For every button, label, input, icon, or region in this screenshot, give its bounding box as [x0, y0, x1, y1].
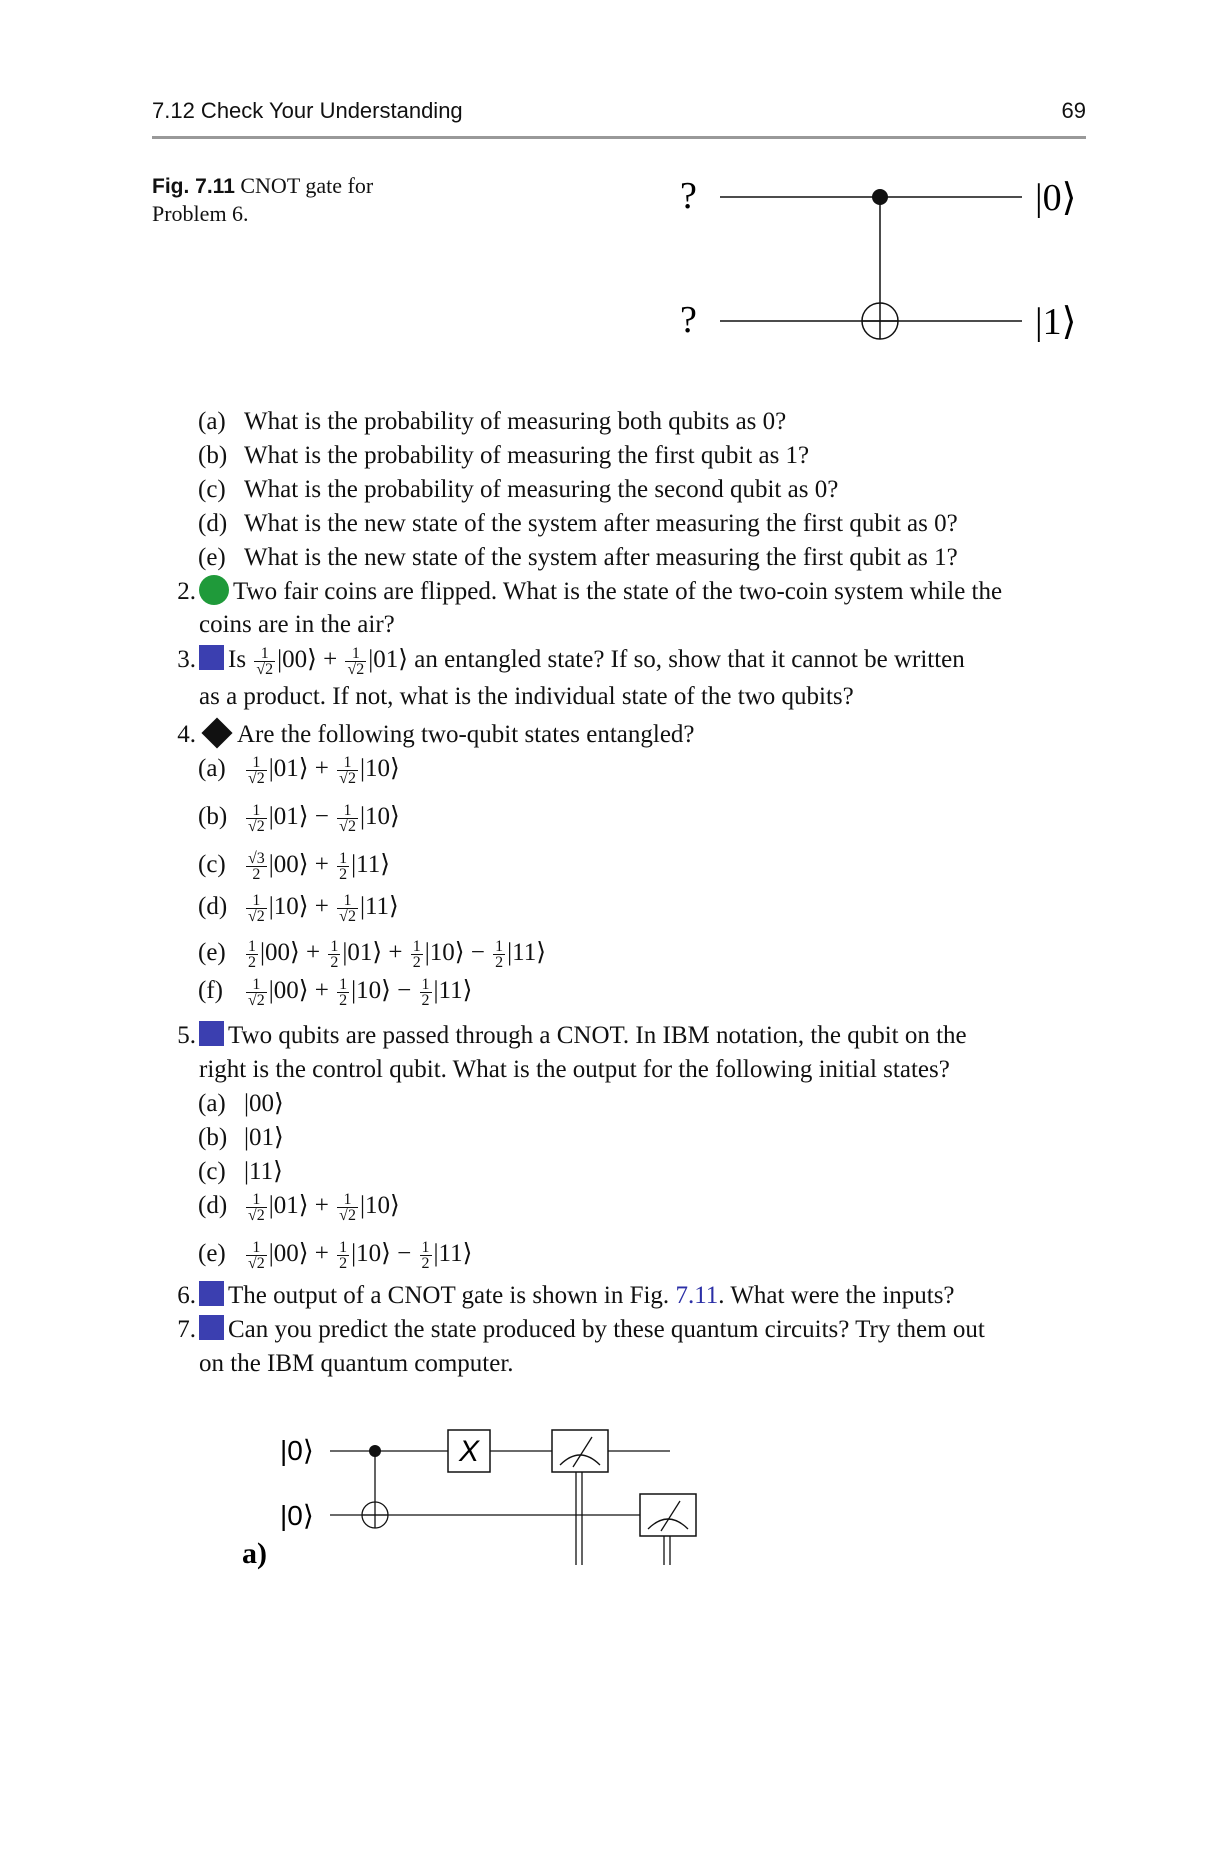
list-item: (e) $\frac{1}{√2}$ |00⟩ + $\frac{1}{2}$ |10⟩ − $\frac{1}{2}$ |11⟩	[198, 1238, 473, 1272]
list-item: (b) What is the probability of measuring the first qubit as 1?	[198, 442, 810, 469]
list-item: (e) $\frac{1}{2}$ |00⟩ + $\frac{1}{2}$ |01⟩ + $\frac{1}{2}$ |10⟩ − $\frac{1}{2}$ |11⟩	[198, 937, 546, 971]
list-item: (b) $\frac{1}{√2}$ |01⟩ − $\frac{1}{√2}$ |10⟩	[198, 801, 400, 835]
list-item: (d) What is the new state of the system after measuring the first qubit as 0?	[198, 510, 958, 537]
figure-caption-label: Fig. 7.11	[152, 175, 235, 198]
list-item: (f) $\frac{1}{√2}$ |00⟩ + $\frac{1}{2}$ |10⟩ − $\frac{1}{2}$ |11⟩	[198, 975, 473, 1009]
problem-3-line-2: as a product. If not, what is the individual state of the two qubits?	[199, 683, 854, 710]
qubit-0-label: |0⟩	[280, 1435, 314, 1466]
blue-square-icon	[199, 1021, 224, 1046]
problem-4: 4. Are the following two-qubit states entangled?	[163, 718, 695, 752]
measure-gate-1	[552, 1430, 608, 1472]
green-circle-icon	[199, 575, 229, 605]
input-bottom-label: ?	[680, 299, 697, 341]
circuit-label: a)	[242, 1537, 267, 1570]
problem-5: 5. Two qubits are passed through a CNOT. In IBM notation, the qubit on the	[177, 1022, 967, 1049]
problem-2: 2. Two fair coins are flipped. What is the state of the two-coin system while the	[163, 575, 1002, 609]
blue-square-icon	[199, 1315, 224, 1340]
qubit-1-label: |0⟩	[280, 1500, 314, 1531]
page-number: 69	[1061, 98, 1086, 123]
list-item: (d) $\frac{1}{√2}$ |10⟩ + $\frac{1}{√2}$ |11⟩	[198, 891, 399, 925]
output-bottom-label: |1⟩	[1035, 301, 1077, 343]
measure-gate-2	[640, 1494, 696, 1536]
list-item: (b) |01⟩	[198, 1124, 284, 1151]
running-header-section: 7.12 Check Your Understanding	[152, 98, 463, 123]
list-item: (c) What is the probability of measuring the second qubit as 0?	[198, 476, 839, 503]
list-item: (d) $\frac{1}{√2}$ |01⟩ + $\frac{1}{√2}$ |10⟩	[198, 1190, 400, 1224]
blue-square-icon	[199, 645, 224, 670]
problem-6: 6. The output of a CNOT gate is shown in Fig. 7.11. What were the inputs?	[177, 1282, 955, 1309]
header-rule	[152, 136, 1086, 139]
problem-1-parts	[198, 405, 958, 575]
blue-square-icon	[199, 1281, 224, 1306]
problem-4-parts	[198, 752, 546, 1018]
list-item: (c) |11⟩	[198, 1158, 283, 1185]
x-gate-label: X	[458, 1435, 480, 1468]
output-top-label: |0⟩	[1035, 177, 1077, 219]
list-item: (e) What is the new state of the system after measuring the first qubit as 1?	[198, 544, 958, 571]
cnot-figure	[670, 160, 1100, 360]
black-diamond-icon	[201, 717, 232, 748]
figure-caption	[152, 172, 373, 227]
problem-3: 3. Is $\frac{1}{√2}$ |00⟩ + $\frac{1}{√2}$ |01⟩ an entangled state? If so, show that it cannot be written	[177, 644, 965, 678]
list-item: (c) $\frac{√3}{2}$ |00⟩ + $\frac{1}{2}$ |11⟩	[198, 849, 390, 883]
figure-caption-text-2: Problem 6.	[152, 201, 249, 226]
problem-5-parts	[198, 1087, 472, 1283]
problem-5-line-2: right is the control qubit. What is the output for the following initial states?	[199, 1056, 950, 1083]
input-top-label: ?	[680, 175, 697, 217]
list-item: (a) $\frac{1}{√2}$ |01⟩ + $\frac{1}{√2}$ |10⟩	[198, 753, 400, 787]
quantum-circuit-a	[230, 1415, 710, 1575]
figure-ref-link[interactable]: 7.11	[675, 1282, 719, 1309]
list-item: (a) |00⟩	[198, 1090, 284, 1117]
figure-caption-text: CNOT gate for	[240, 173, 374, 198]
problem-2-line-2: coins are in the air?	[199, 611, 395, 638]
problem-7-line-2: on the IBM quantum computer.	[199, 1350, 514, 1377]
problem-7: 7. Can you predict the state produced by these quantum circuits? Try them out	[177, 1316, 985, 1343]
list-item: (a) What is the probability of measuring both qubits as 0?	[198, 408, 787, 435]
